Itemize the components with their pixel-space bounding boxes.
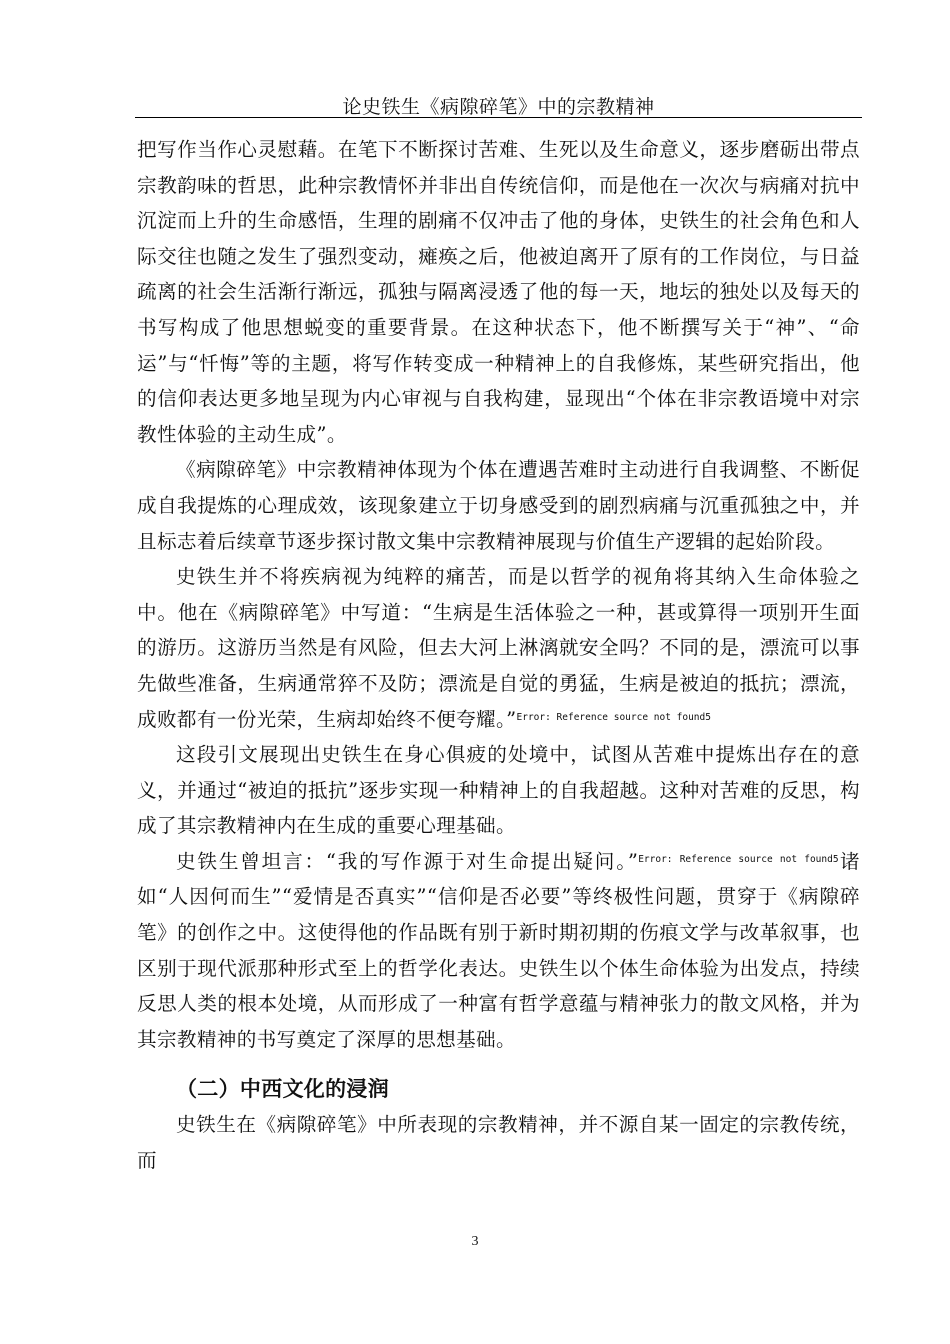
- paragraph-3: [137, 559, 860, 737]
- running-header: 论史铁生《病隙碎笔》中的宗教精神: [342, 96, 655, 118]
- reference-error-note: Error: Reference source not found5: [638, 853, 839, 865]
- paragraph-2: 《病隙碎笔》中宗教精神体现为个体在遭遇苦难时主动进行自我调整、不断促成自我提炼的心理成效，该现象建立于切身感受到的剧烈病痛与沉重孤独之中，并且标志着后续章节逐步探讨散文集中宗教精神展现与价值生产逻辑的起始阶段。: [137, 458, 860, 553]
- reference-error-note: Error: Reference source not found5: [516, 711, 711, 723]
- paragraph-5-text-before: 史铁生曾坦言：“我的写作源于对生命提出疑问。”: [176, 849, 639, 873]
- body-text: [137, 132, 860, 1179]
- header-rule: [135, 117, 862, 118]
- paragraph-1: 把写作当作心灵慰藉。在笔下不断探讨苦难、生死以及生命意义，逐步磨砺出带点宗教韵味的哲思，此种宗教情怀并非出自传统信仰，而是他在一次次与病痛对抗中沉淀而上升的生命感悟，生理的剧痛不仅冲击了他的身体，史铁生的社会角色和人际交往也随之发生了强烈变动，瘫痪之后，他被迫离开了原有的工作岗位，与日益疏离的社会生活渐行渐远，孤独与隔离浸透了他的每一天，地坛的独处以及每天的书写构成了他思想蜕变的重要背景。在这种状态下，他不断撰写关于“神”、“命运”与“忏悔”等的主题，将写作转变成一种精神上的自我修炼，某些研究指出，他的信仰表达更多地呈现为内心审视与自我构建，显现出“个体在非宗教语境中对宗教性体验的主动生成”。: [137, 138, 860, 446]
- paragraph-5: [137, 844, 860, 1058]
- page-number: 3: [471, 1234, 479, 1249]
- paragraph-5-text-after: 诸如“人因何而生”“爱情是否真实”“信仰是否必要”等终极性问题，贯穿于《病隙碎笔》的创作之中。这使得他的作品既有别于新时期初期的伤痕文学与改革叙事，也区别于现代派那种形式至上的哲学化表达。史铁生以个体生命体验为出发点，持续反思人类的根本处境，从而形成了一种富有哲学意蕴与精神张力的散文风格，并为其宗教精神的书写奠定了深厚的思想基础。: [137, 849, 860, 1051]
- paragraph-6: 史铁生在《病隙碎笔》中所表现的宗教精神，并不源自某一固定的宗教传统，而: [137, 1113, 860, 1173]
- paragraph-3-text: 史铁生并不将疾病视为纯粹的痛苦，而是以哲学的视角将其纳入生命体验之中。他在《病隙碎笔》中写道：“生病是生活体验之一种，甚或算得一项别开生面的游历。这游历当然是有风险，但去大河上淋漓就安全吗？不同的是，漂流可以事先做些准备，生病通常猝不及防；漂流是自觉的勇猛，生病是被迫的抵抗；漂流，成败都有一份光荣，生病却始终不便夸耀。”: [137, 565, 860, 731]
- section-heading: （二）中西文化的浸润: [176, 1077, 389, 1102]
- paragraph-4: 这段引文展现出史铁生在身心俱疲的处境中，试图从苦难中提炼出存在的意义，并通过“被迫的抵抗”逐步实现一种精神上的自我超越。这种对苦难的反思，构成了其宗教精神内在生成的重要心理基础。: [137, 743, 860, 838]
